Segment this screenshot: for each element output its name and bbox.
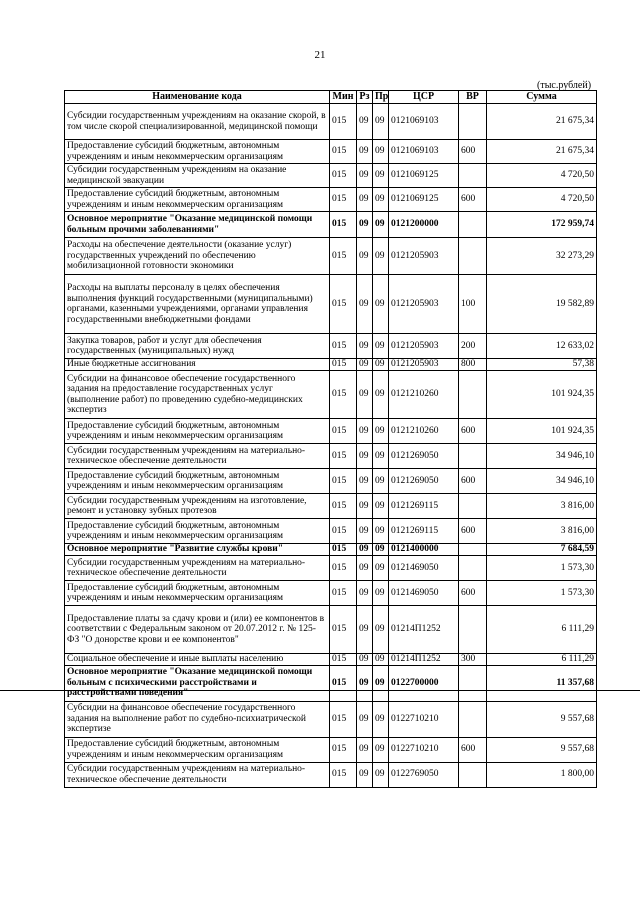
cell-name: Субсидии на финансовое обеспечение государственного задания на выполнение работ по судебно-психиатрической экспертизе <box>65 701 330 737</box>
cell-csr: 0122700000 <box>389 665 459 701</box>
cell-min: 015 <box>330 419 357 444</box>
header-name: Наименование кода <box>65 91 330 104</box>
cell-pr: 09 <box>373 762 389 787</box>
cell-vr <box>459 371 487 419</box>
cell-vr: 800 <box>459 359 487 371</box>
units-label: (тыс.рублей) <box>537 80 592 91</box>
cell-csr: 0121400000 <box>389 544 459 556</box>
header-sum: Сумма <box>487 91 597 104</box>
cell-name: Субсидии государственным учреждениям на материально-техническое обеспечение деятельности <box>65 556 330 581</box>
cell-pr: 09 <box>373 519 389 544</box>
cell-csr: 0122710210 <box>389 737 459 762</box>
cell-pr: 09 <box>373 469 389 494</box>
cell-csr: 0121069103 <box>389 104 459 140</box>
cell-csr: 01214П1252 <box>389 606 459 654</box>
cell-rz: 09 <box>357 762 373 787</box>
cell-csr: 0121210260 <box>389 371 459 419</box>
cell-sum: 34 946,10 <box>487 444 597 469</box>
cell-name: Предоставление субсидий бюджетным, автономным учреждениям и иным некоммерческим организациям <box>65 581 330 606</box>
cell-min: 015 <box>330 556 357 581</box>
cell-rz: 09 <box>357 737 373 762</box>
table-row <box>65 140 597 164</box>
cell-rz: 09 <box>357 334 373 359</box>
cell-min: 015 <box>330 654 357 666</box>
table-row <box>65 737 597 762</box>
table-row <box>65 665 597 701</box>
cell-pr: 09 <box>373 104 389 140</box>
cell-csr: 0121269115 <box>389 519 459 544</box>
cell-csr: 0121069103 <box>389 140 459 164</box>
cell-rz: 09 <box>357 359 373 371</box>
cell-name: Основное мероприятие "Оказание медицинской помощи больным прочими заболеваниями" <box>65 212 330 238</box>
cell-name: Предоставление субсидий бюджетным, автономным учреждениям и иным некоммерческим организациям <box>65 737 330 762</box>
table-row <box>65 581 597 606</box>
cell-rz: 09 <box>357 701 373 737</box>
cell-name: Расходы на выплаты персоналу в целях обеспечения выполнения функций государственными (муниципальными) органами, казенными учреждениями, органами управления государственными внебюджетными фондами <box>65 275 330 334</box>
cell-sum: 34 946,10 <box>487 469 597 494</box>
cell-min: 015 <box>330 238 357 275</box>
table-row <box>65 494 597 519</box>
cell-min: 015 <box>330 581 357 606</box>
cell-min: 015 <box>330 334 357 359</box>
cell-vr: 300 <box>459 654 487 666</box>
cell-rz: 09 <box>357 104 373 140</box>
cell-sum: 3 816,00 <box>487 519 597 544</box>
cell-pr: 09 <box>373 654 389 666</box>
cell-pr: 09 <box>373 359 389 371</box>
cell-name: Расходы на обеспечение деятельности (оказание услуг) государственных учреждений по обеспечению мобилизационной готовности экономики <box>65 238 330 275</box>
cell-csr: 01214П1252 <box>389 654 459 666</box>
budget-table <box>64 90 597 788</box>
cell-sum: 19 582,89 <box>487 275 597 334</box>
cell-name: Предоставление платы за сдачу крови и (или) ее компонентов в соответствии с Федеральным законом от 20.07.2012 г. № 125-ФЗ "О донорстве крови и ее компонентов" <box>65 606 330 654</box>
table-row <box>65 104 597 140</box>
cell-name: Субсидии на финансовое обеспечение государственного задания на предоставление государственных услуг (выполнение работ) по проведению судебно-медицинских экспертиз <box>65 371 330 419</box>
cell-rz: 09 <box>357 444 373 469</box>
cell-csr: 0121069125 <box>389 188 459 212</box>
cell-min: 015 <box>330 212 357 238</box>
cell-sum: 32 273,29 <box>487 238 597 275</box>
cell-name: Субсидии государственным учреждениям на оказание скорой, в том числе скорой специализированной, медицинской помощи <box>65 104 330 140</box>
cell-vr <box>459 494 487 519</box>
cell-rz: 09 <box>357 519 373 544</box>
cell-vr <box>459 104 487 140</box>
table-row <box>65 212 597 238</box>
cell-pr: 09 <box>373 371 389 419</box>
cell-vr: 600 <box>459 419 487 444</box>
cell-sum: 6 111,29 <box>487 606 597 654</box>
cell-sum: 1 573,30 <box>487 556 597 581</box>
cell-sum: 21 675,34 <box>487 104 597 140</box>
cell-rz: 09 <box>357 419 373 444</box>
cell-csr: 0122769050 <box>389 762 459 787</box>
cell-vr: 100 <box>459 275 487 334</box>
cell-sum: 4 720,50 <box>487 164 597 188</box>
cell-pr: 09 <box>373 238 389 275</box>
header-min: Мин <box>330 91 357 104</box>
table-row <box>65 275 597 334</box>
cell-min: 015 <box>330 665 357 701</box>
table-row <box>65 238 597 275</box>
cell-rz: 09 <box>357 606 373 654</box>
cell-csr: 0121269115 <box>389 494 459 519</box>
cell-vr <box>459 701 487 737</box>
table-row <box>65 606 597 654</box>
cell-vr: 600 <box>459 581 487 606</box>
cell-pr: 09 <box>373 737 389 762</box>
cell-csr: 0121210260 <box>389 419 459 444</box>
cell-sum: 57,38 <box>487 359 597 371</box>
table-row <box>65 556 597 581</box>
cell-vr <box>459 544 487 556</box>
cell-min: 015 <box>330 469 357 494</box>
table-row <box>65 188 597 212</box>
cell-csr: 0121269050 <box>389 444 459 469</box>
cell-pr: 09 <box>373 334 389 359</box>
cell-pr: 09 <box>373 494 389 519</box>
cell-pr: 09 <box>373 188 389 212</box>
cell-rz: 09 <box>357 494 373 519</box>
cell-sum: 101 924,35 <box>487 371 597 419</box>
cell-name: Предоставление субсидий бюджетным, автономным учреждениям и иным некоммерческим организациям <box>65 188 330 212</box>
cell-csr: 0121205903 <box>389 238 459 275</box>
cell-sum: 3 816,00 <box>487 494 597 519</box>
cell-csr: 0122710210 <box>389 701 459 737</box>
cell-sum: 1 573,30 <box>487 581 597 606</box>
cell-pr: 09 <box>373 164 389 188</box>
cell-rz: 09 <box>357 371 373 419</box>
cell-sum: 6 111,29 <box>487 654 597 666</box>
cell-rz: 09 <box>357 238 373 275</box>
cell-pr: 09 <box>373 444 389 469</box>
cell-sum: 7 684,59 <box>487 544 597 556</box>
cell-name: Субсидии государственным учреждениям на изготовление, ремонт и установку зубных протезов <box>65 494 330 519</box>
cell-name: Субсидии государственным учреждениям на материально-техническое обеспечение деятельности <box>65 444 330 469</box>
cell-name: Основное мероприятие "Развитие службы крови" <box>65 544 330 556</box>
cell-min: 015 <box>330 164 357 188</box>
cell-csr: 0121205903 <box>389 334 459 359</box>
cell-min: 015 <box>330 104 357 140</box>
cell-rz: 09 <box>357 188 373 212</box>
cell-sum: 101 924,35 <box>487 419 597 444</box>
cell-min: 015 <box>330 494 357 519</box>
cell-rz: 09 <box>357 654 373 666</box>
table-row <box>65 762 597 787</box>
cell-sum: 12 633,02 <box>487 334 597 359</box>
cell-vr <box>459 238 487 275</box>
cell-min: 015 <box>330 762 357 787</box>
cell-name: Предоставление субсидий бюджетным, автономным учреждениям и иным некоммерческим организациям <box>65 140 330 164</box>
cell-pr: 09 <box>373 556 389 581</box>
cell-min: 015 <box>330 359 357 371</box>
cell-vr: 600 <box>459 469 487 494</box>
cell-name: Предоставление субсидий бюджетным, автономным учреждениям и иным некоммерческим организациям <box>65 469 330 494</box>
cell-sum: 9 557,68 <box>487 737 597 762</box>
cell-vr <box>459 665 487 701</box>
cell-name: Предоставление субсидий бюджетным, автономным учреждениям и иным некоммерческим организациям <box>65 519 330 544</box>
cell-min: 015 <box>330 140 357 164</box>
cell-sum: 21 675,34 <box>487 140 597 164</box>
cell-csr: 0121269050 <box>389 469 459 494</box>
cell-csr: 0121205903 <box>389 359 459 371</box>
cell-min: 015 <box>330 606 357 654</box>
cell-pr: 09 <box>373 665 389 701</box>
cell-name: Субсидии государственным учреждениям на оказание медицинской эвакуации <box>65 164 330 188</box>
cell-pr: 09 <box>373 701 389 737</box>
cell-rz: 09 <box>357 140 373 164</box>
table-header-row <box>65 91 597 104</box>
cell-rz: 09 <box>357 556 373 581</box>
cell-rz: 09 <box>357 275 373 334</box>
cell-vr: 600 <box>459 737 487 762</box>
table-row <box>65 359 597 371</box>
cell-min: 015 <box>330 275 357 334</box>
cell-vr: 200 <box>459 334 487 359</box>
table-row <box>65 164 597 188</box>
table-row <box>65 419 597 444</box>
table-body <box>65 104 597 788</box>
header-csr: ЦСР <box>389 91 459 104</box>
cell-vr <box>459 762 487 787</box>
cell-vr: 600 <box>459 519 487 544</box>
table-row <box>65 519 597 544</box>
cell-min: 015 <box>330 371 357 419</box>
cell-vr <box>459 606 487 654</box>
cell-pr: 09 <box>373 419 389 444</box>
cell-name: Иные бюджетные ассигнования <box>65 359 330 371</box>
cell-min: 015 <box>330 519 357 544</box>
cell-csr: 0121469050 <box>389 581 459 606</box>
header-rz: Рз <box>357 91 373 104</box>
cell-min: 015 <box>330 701 357 737</box>
cell-sum: 1 800,00 <box>487 762 597 787</box>
cell-rz: 09 <box>357 469 373 494</box>
cell-pr: 09 <box>373 606 389 654</box>
cell-pr: 09 <box>373 212 389 238</box>
cell-name: Предоставление субсидий бюджетным, автономным учреждениям и иным некоммерческим организациям <box>65 419 330 444</box>
cell-vr <box>459 556 487 581</box>
table-row <box>65 444 597 469</box>
cell-vr: 600 <box>459 188 487 212</box>
cell-csr: 0121200000 <box>389 212 459 238</box>
cell-rz: 09 <box>357 544 373 556</box>
table-row <box>65 654 597 666</box>
cell-rz: 09 <box>357 581 373 606</box>
cell-sum: 4 720,50 <box>487 188 597 212</box>
cell-name: Основное мероприятие "Оказание медицинской помощи больным с психическими расстройствами и расстройствами поведения" <box>65 665 330 701</box>
header-vr: ВР <box>459 91 487 104</box>
cell-min: 015 <box>330 544 357 556</box>
table-row <box>65 469 597 494</box>
header-pr: Пр <box>373 91 389 104</box>
cell-pr: 09 <box>373 544 389 556</box>
cell-min: 015 <box>330 737 357 762</box>
cell-name: Закупка товаров, работ и услуг для обеспечения государственных (муниципальных) нужд <box>65 334 330 359</box>
cell-pr: 09 <box>373 581 389 606</box>
table-row <box>65 334 597 359</box>
cell-rz: 09 <box>357 665 373 701</box>
cell-pr: 09 <box>373 275 389 334</box>
cell-rz: 09 <box>357 212 373 238</box>
cell-sum: 172 959,74 <box>487 212 597 238</box>
cell-name: Субсидии государственным учреждениям на материально-техническое обеспечение деятельности <box>65 762 330 787</box>
cell-min: 015 <box>330 188 357 212</box>
cell-vr <box>459 212 487 238</box>
cell-csr: 0121069125 <box>389 164 459 188</box>
cell-rz: 09 <box>357 164 373 188</box>
table-row <box>65 701 597 737</box>
cell-vr <box>459 164 487 188</box>
cell-vr <box>459 444 487 469</box>
cell-sum: 9 557,68 <box>487 701 597 737</box>
cell-min: 015 <box>330 444 357 469</box>
cell-sum: 11 357,68 <box>487 665 597 701</box>
cell-vr: 600 <box>459 140 487 164</box>
cell-csr: 0121205903 <box>389 275 459 334</box>
cell-pr: 09 <box>373 140 389 164</box>
page-number: 21 <box>314 49 326 61</box>
table-row <box>65 371 597 419</box>
cell-name: Социальное обеспечение и иные выплаты населению <box>65 654 330 666</box>
cell-csr: 0121469050 <box>389 556 459 581</box>
table-row <box>65 544 597 556</box>
